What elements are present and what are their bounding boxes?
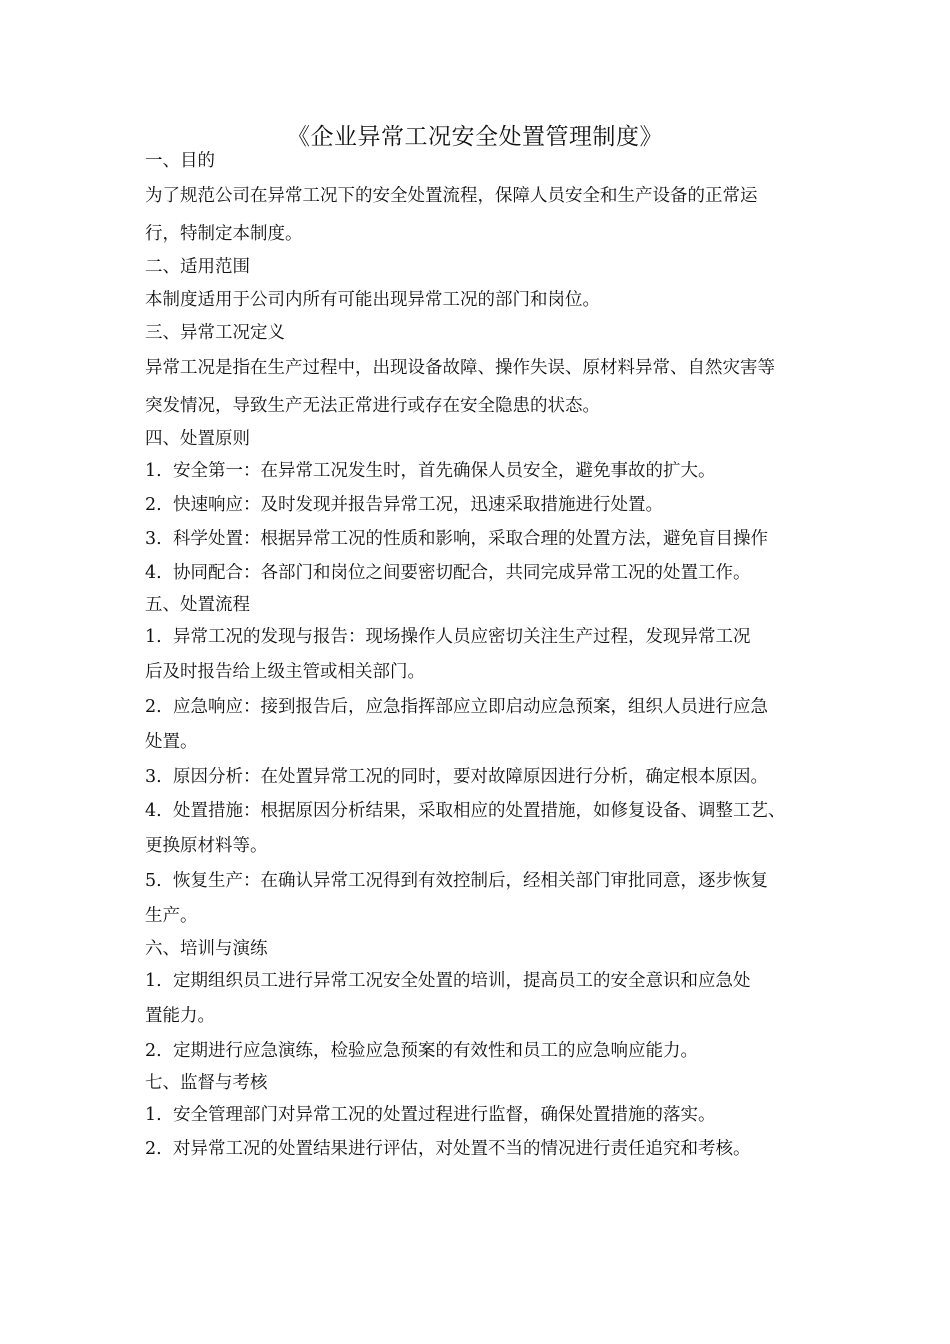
section-heading-principles: 四、处置原则 — [145, 429, 250, 449]
list-item-continuation: 生产。 — [145, 906, 198, 926]
section-heading-purpose: 一、目的 — [145, 151, 215, 171]
paragraph-purpose-line-1: 为了规范公司在异常工况下的安全处置流程，保障人员安全和生产设备的正常运 — [145, 186, 758, 206]
list-item-text: 对异常工况的处置结果进行评估，对处置不当的情况进行责任追究和考核。 — [173, 1139, 751, 1159]
list-item-number: 2. — [145, 495, 162, 515]
section-heading-scope: 二、适用范围 — [145, 257, 250, 277]
list-item-continuation: 置能力。 — [145, 1006, 215, 1026]
list-item-number: 2. — [145, 1041, 162, 1061]
paragraph-definition-line-2: 突发情况，导致生产无法正常进行或存在安全隐患的状态。 — [145, 396, 600, 416]
list-item-text: 异常工况的发现与报告：现场操作人员应密切关注生产过程，发现异常工况 — [173, 627, 751, 647]
list-item-text: 安全第一：在异常工况发生时，首先确保人员安全，避免事故的扩大。 — [173, 461, 716, 481]
list-item-number: 5. — [145, 871, 162, 891]
list-item — [145, 1098, 810, 1132]
paragraph-scope: 本制度适用于公司内所有可能出现异常工况的部门和岗位。 — [145, 290, 600, 310]
list-item — [145, 488, 810, 522]
list-item-continuation: 处置。 — [145, 732, 198, 752]
list-item-text: 定期进行应急演练，检验应急预案的有效性和员工的应急响应能力。 — [173, 1041, 698, 1061]
list-item-continuation: 后及时报告给上级主管或相关部门。 — [145, 662, 425, 682]
list-item — [145, 454, 810, 488]
list-item-text: 快速响应：及时发现并报告异常工况，迅速采取措施进行处置。 — [173, 495, 663, 515]
list-item — [145, 864, 810, 898]
list-item-text: 应急响应：接到报告后，应急指挥部应立即启动应急预案，组织人员进行应急 — [173, 697, 768, 717]
list-item — [145, 964, 810, 998]
list-item-number: 4. — [145, 563, 162, 583]
list-item — [145, 556, 810, 590]
list-item-number: 1. — [145, 1105, 162, 1125]
list-item-number: 2. — [145, 1139, 162, 1159]
list-item-number: 3. — [145, 529, 162, 549]
list-item — [145, 1132, 810, 1166]
list-item-text: 定期组织员工进行异常工况安全处置的培训，提高员工的安全意识和应急处 — [173, 971, 751, 991]
list-item — [145, 522, 810, 556]
list-item-continuation: 更换原材料等。 — [145, 836, 268, 856]
list-item — [145, 620, 810, 654]
list-item — [145, 760, 810, 794]
list-item — [145, 1034, 810, 1068]
list-item — [145, 690, 810, 724]
paragraph-purpose-line-2: 行，特制定本制度。 — [145, 224, 303, 244]
list-item-text: 安全管理部门对异常工况的处置过程进行监督，确保处置措施的落实。 — [173, 1105, 716, 1125]
list-item — [145, 794, 810, 828]
document-body — [145, 146, 810, 1166]
list-item-number: 1. — [145, 461, 162, 481]
list-item-number: 1. — [145, 971, 162, 991]
section-heading-training: 六、培训与演练 — [145, 939, 268, 959]
list-item-text: 原因分析：在处置异常工况的同时，要对故障原因进行分析，确定根本原因。 — [173, 767, 768, 787]
section-heading-procedure: 五、处置流程 — [145, 595, 250, 615]
list-item-text: 科学处置：根据异常工况的性质和影响，采取合理的处置方法，避免盲目操作 — [173, 529, 768, 549]
section-heading-definition: 三、异常工况定义 — [145, 323, 285, 343]
list-item-number: 1. — [145, 627, 162, 647]
section-heading-supervision: 七、监督与考核 — [145, 1073, 268, 1093]
list-item-text: 处置措施：根据原因分析结果，采取相应的处置措施，如修复设备、调整工艺、 — [173, 801, 786, 821]
list-item-text: 恢复生产：在确认异常工况得到有效控制后，经相关部门审批同意，逐步恢复 — [173, 871, 768, 891]
list-item-number: 4. — [145, 801, 162, 821]
list-item-number: 2. — [145, 697, 162, 717]
list-item-number: 3. — [145, 767, 162, 787]
document-title: 《企业异常工况安全处置管理制度》 — [287, 124, 663, 150]
paragraph-definition-line-1: 异常工况是指在生产过程中，出现设备故障、操作失误、原材料异常、自然灾害等 — [145, 358, 775, 378]
list-item-text: 协同配合：各部门和岗位之间要密切配合，共同完成异常工况的处置工作。 — [173, 563, 751, 583]
